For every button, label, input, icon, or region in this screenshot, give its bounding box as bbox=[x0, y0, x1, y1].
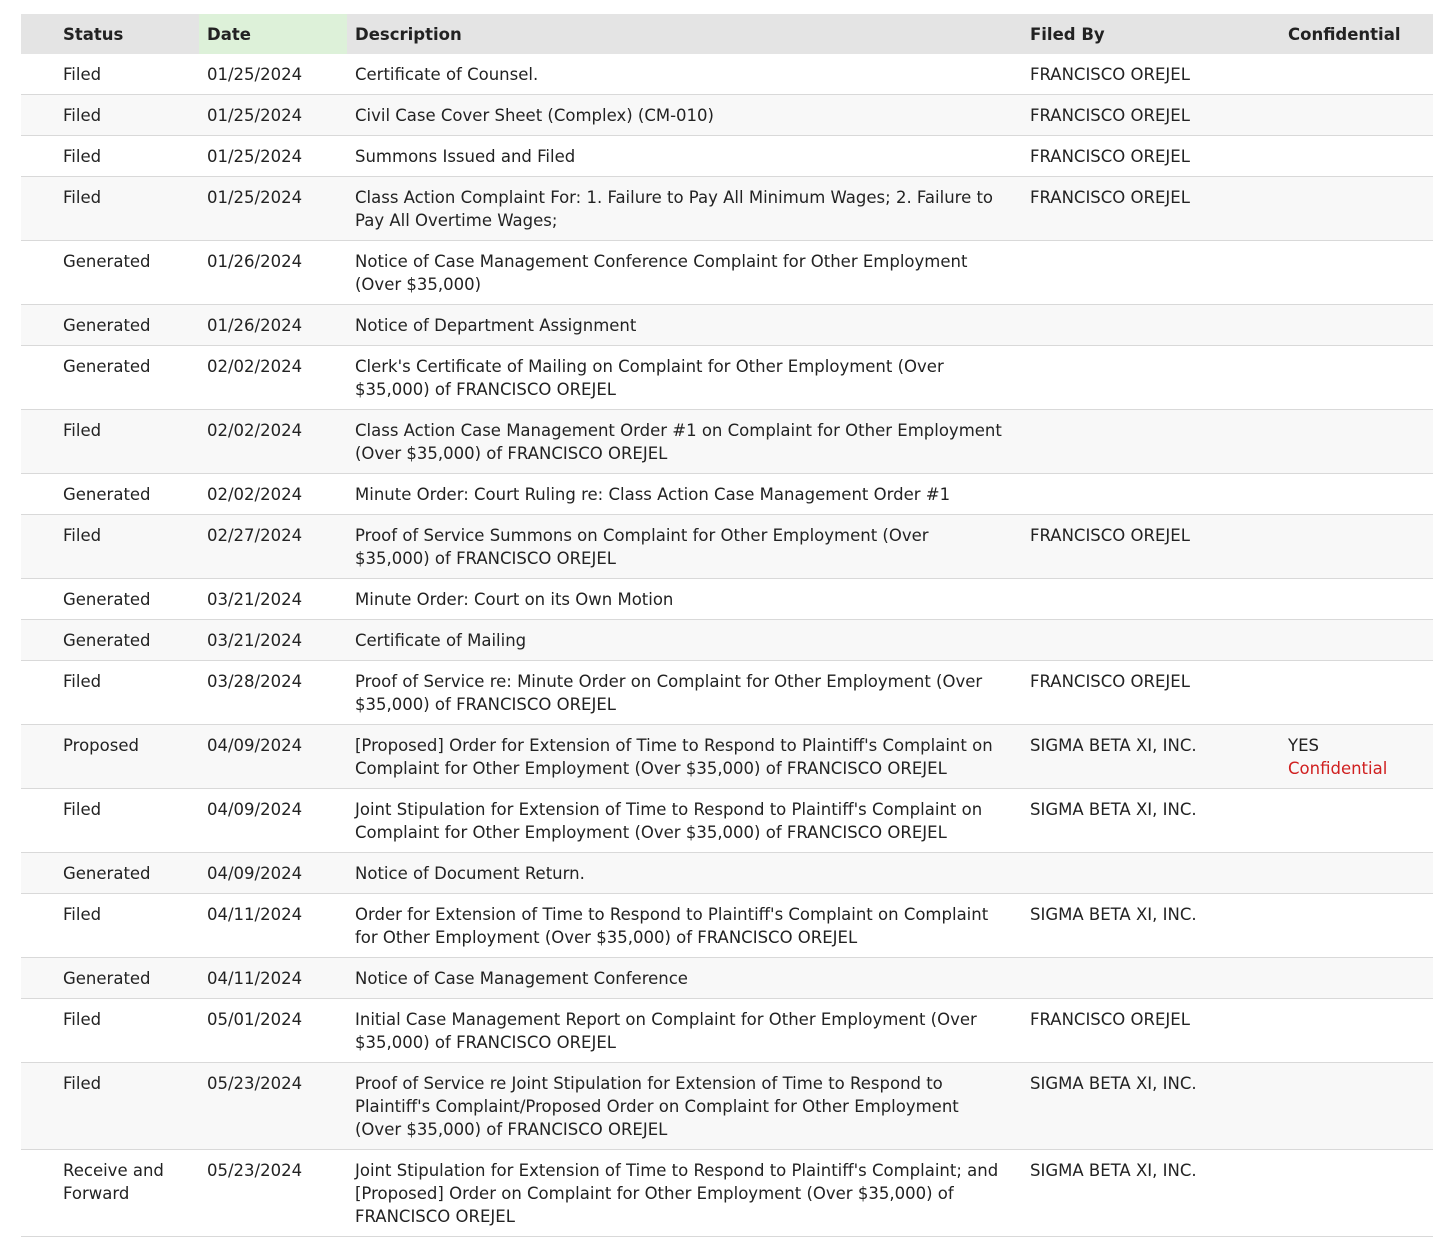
date-cell bbox=[199, 54, 347, 95]
date-cell-text: 01/25/2024 bbox=[207, 188, 303, 207]
table-row[interactable] bbox=[21, 515, 1433, 579]
filed-by-cell-text: FRANCISCO OREJEL bbox=[1030, 526, 1190, 545]
header-status-label: Status bbox=[63, 24, 124, 44]
date-cell-text: 01/25/2024 bbox=[207, 106, 303, 125]
header-spacer bbox=[21, 14, 55, 54]
filed-by-cell bbox=[1022, 661, 1280, 725]
description-cell[interactable] bbox=[347, 579, 1022, 620]
table-row[interactable] bbox=[21, 999, 1433, 1063]
status-cell bbox=[55, 54, 199, 95]
description-cell-text: Certificate of Counsel. bbox=[355, 65, 539, 84]
description-cell-text: Notice of Document Return. bbox=[355, 864, 585, 883]
filed-by-cell bbox=[1022, 346, 1280, 410]
header-description[interactable] bbox=[347, 14, 1022, 54]
status-cell-text: Generated bbox=[63, 357, 151, 376]
documents-table bbox=[21, 14, 1433, 1237]
status-cell bbox=[55, 661, 199, 725]
header-confidential[interactable] bbox=[1280, 14, 1433, 54]
date-cell-text: 02/27/2024 bbox=[207, 526, 303, 545]
header-date[interactable] bbox=[199, 14, 347, 54]
confidential-cell bbox=[1280, 474, 1433, 515]
filed-by-cell bbox=[1022, 177, 1280, 241]
date-cell-text: 02/02/2024 bbox=[207, 485, 303, 504]
row-spacer bbox=[21, 661, 55, 725]
filed-by-cell-text: SIGMA BETA XI, INC. bbox=[1030, 736, 1197, 755]
date-cell bbox=[199, 241, 347, 305]
row-spacer bbox=[21, 136, 55, 177]
row-spacer bbox=[21, 999, 55, 1063]
description-cell[interactable] bbox=[347, 999, 1022, 1063]
description-cell[interactable] bbox=[347, 515, 1022, 579]
date-cell bbox=[199, 853, 347, 894]
date-cell-text: 01/26/2024 bbox=[207, 316, 303, 335]
date-cell bbox=[199, 305, 347, 346]
description-cell[interactable] bbox=[347, 241, 1022, 305]
filed-by-cell bbox=[1022, 410, 1280, 474]
description-cell[interactable] bbox=[347, 894, 1022, 958]
filed-by-cell bbox=[1022, 136, 1280, 177]
status-cell bbox=[55, 474, 199, 515]
status-cell bbox=[55, 1150, 199, 1237]
description-cell-text: Minute Order: Court Ruling re: Class Action Case Management Order #1 bbox=[355, 485, 951, 504]
status-cell bbox=[55, 853, 199, 894]
row-spacer bbox=[21, 1063, 55, 1150]
confidential-cell bbox=[1280, 853, 1433, 894]
table-row[interactable] bbox=[21, 305, 1433, 346]
date-cell bbox=[199, 1150, 347, 1237]
description-cell-text: Joint Stipulation for Extension of Time to Respond to Plaintiff's Complaint on Complaint for Other Employment (Over $35,000) of FRANCISCO OREJEL bbox=[355, 800, 983, 842]
date-cell-text: 01/25/2024 bbox=[207, 147, 303, 166]
status-cell bbox=[55, 1063, 199, 1150]
row-spacer bbox=[21, 95, 55, 136]
row-spacer bbox=[21, 1150, 55, 1237]
date-cell-text: 02/02/2024 bbox=[207, 421, 303, 440]
documents-table-container bbox=[21, 14, 1433, 1237]
date-cell-text: 04/09/2024 bbox=[207, 736, 303, 755]
table-row[interactable] bbox=[21, 95, 1433, 136]
filed-by-cell-text: FRANCISCO OREJEL bbox=[1030, 672, 1190, 691]
header-filed-by-label: Filed By bbox=[1030, 24, 1105, 44]
filed-by-cell-text: SIGMA BETA XI, INC. bbox=[1030, 905, 1197, 924]
date-cell-text: 05/23/2024 bbox=[207, 1074, 303, 1093]
row-spacer bbox=[21, 894, 55, 958]
filed-by-cell-text: SIGMA BETA XI, INC. bbox=[1030, 800, 1197, 819]
filed-by-cell bbox=[1022, 958, 1280, 999]
date-cell bbox=[199, 410, 347, 474]
description-cell-text: Order for Extension of Time to Respond to Plaintiff's Complaint on Complaint for Other Employment (Over $35,000) of FRANCISCO OREJEL bbox=[355, 905, 989, 947]
confidential-note: Confidential bbox=[1288, 759, 1388, 778]
confidential-cell bbox=[1280, 999, 1433, 1063]
status-cell-text: Proposed bbox=[63, 736, 139, 755]
status-cell bbox=[55, 958, 199, 999]
status-cell bbox=[55, 177, 199, 241]
confidential-cell bbox=[1280, 661, 1433, 725]
confidential-cell bbox=[1280, 1063, 1433, 1150]
date-cell bbox=[199, 620, 347, 661]
status-cell bbox=[55, 620, 199, 661]
confidential-cell bbox=[1280, 241, 1433, 305]
row-spacer bbox=[21, 620, 55, 661]
row-spacer bbox=[21, 789, 55, 853]
date-cell-text: 04/09/2024 bbox=[207, 800, 303, 819]
row-spacer bbox=[21, 958, 55, 999]
status-cell-text: Filed bbox=[63, 672, 102, 691]
description-cell[interactable] bbox=[347, 661, 1022, 725]
date-cell-text: 05/01/2024 bbox=[207, 1010, 303, 1029]
date-cell bbox=[199, 661, 347, 725]
date-cell-text: 01/25/2024 bbox=[207, 65, 303, 84]
header-status[interactable] bbox=[55, 14, 199, 54]
description-cell-text: Joint Stipulation for Extension of Time to Respond to Plaintiff's Complaint; and [Proposed] Order on Complaint for Other Employment (Over $35,000) of FRANCISCO OREJEL bbox=[355, 1161, 999, 1226]
status-cell-text: Filed bbox=[63, 1010, 102, 1029]
filed-by-cell bbox=[1022, 54, 1280, 95]
table-row[interactable] bbox=[21, 579, 1433, 620]
status-cell-text: Generated bbox=[63, 590, 151, 609]
status-cell-text: Filed bbox=[63, 800, 102, 819]
confidential-cell bbox=[1280, 725, 1433, 789]
description-cell[interactable] bbox=[347, 789, 1022, 853]
description-cell[interactable] bbox=[347, 305, 1022, 346]
date-cell-text: 01/26/2024 bbox=[207, 252, 303, 271]
table-row[interactable] bbox=[21, 1150, 1433, 1237]
filed-by-cell-text: FRANCISCO OREJEL bbox=[1030, 106, 1190, 125]
status-cell-text: Generated bbox=[63, 485, 151, 504]
filed-by-cell-text: FRANCISCO OREJEL bbox=[1030, 147, 1190, 166]
table-row[interactable] bbox=[21, 54, 1433, 95]
row-spacer bbox=[21, 515, 55, 579]
table-row[interactable] bbox=[21, 136, 1433, 177]
row-spacer bbox=[21, 853, 55, 894]
confidential-cell bbox=[1280, 136, 1433, 177]
date-cell bbox=[199, 515, 347, 579]
status-cell-text: Generated bbox=[63, 864, 151, 883]
status-cell bbox=[55, 410, 199, 474]
description-cell-text: Certificate of Mailing bbox=[355, 631, 527, 650]
header-date-label: Date bbox=[207, 24, 251, 44]
table-row[interactable] bbox=[21, 661, 1433, 725]
confidential-cell bbox=[1280, 620, 1433, 661]
date-cell bbox=[199, 725, 347, 789]
filed-by-cell bbox=[1022, 894, 1280, 958]
status-cell-text: Filed bbox=[63, 526, 102, 545]
header-description-label: Description bbox=[355, 24, 462, 44]
status-cell bbox=[55, 515, 199, 579]
filed-by-cell-text: FRANCISCO OREJEL bbox=[1030, 188, 1190, 207]
status-cell-text: Filed bbox=[63, 905, 102, 924]
description-cell[interactable] bbox=[347, 853, 1022, 894]
confidential-cell bbox=[1280, 789, 1433, 853]
table-row[interactable] bbox=[21, 620, 1433, 661]
confidential-cell bbox=[1280, 346, 1433, 410]
description-cell[interactable] bbox=[347, 177, 1022, 241]
filed-by-cell bbox=[1022, 474, 1280, 515]
table-row[interactable] bbox=[21, 958, 1433, 999]
date-cell bbox=[199, 958, 347, 999]
status-cell-text: Filed bbox=[63, 421, 102, 440]
status-cell-text: Generated bbox=[63, 969, 151, 988]
confidential-cell bbox=[1280, 579, 1433, 620]
description-cell[interactable] bbox=[347, 54, 1022, 95]
date-cell-text: 03/28/2024 bbox=[207, 672, 303, 691]
confidential-cell bbox=[1280, 410, 1433, 474]
date-cell bbox=[199, 999, 347, 1063]
filed-by-cell-text: FRANCISCO OREJEL bbox=[1030, 1010, 1190, 1029]
status-cell bbox=[55, 346, 199, 410]
description-cell[interactable] bbox=[347, 725, 1022, 789]
description-cell[interactable] bbox=[347, 136, 1022, 177]
description-cell-text: Proof of Service Summons on Complaint for Other Employment (Over $35,000) of FRANCISCO OREJEL bbox=[355, 526, 929, 568]
status-cell bbox=[55, 579, 199, 620]
status-cell-text: Filed bbox=[63, 147, 102, 166]
status-cell-text: Filed bbox=[63, 106, 102, 125]
filed-by-cell bbox=[1022, 241, 1280, 305]
filed-by-cell bbox=[1022, 1063, 1280, 1150]
filed-by-cell bbox=[1022, 789, 1280, 853]
status-cell-text: Receive and Forward bbox=[63, 1161, 164, 1203]
status-cell-text: Generated bbox=[63, 252, 151, 271]
filed-by-cell bbox=[1022, 620, 1280, 661]
row-spacer bbox=[21, 241, 55, 305]
filed-by-cell bbox=[1022, 95, 1280, 136]
status-cell bbox=[55, 305, 199, 346]
confidential-cell bbox=[1280, 305, 1433, 346]
status-cell bbox=[55, 95, 199, 136]
confidential-cell bbox=[1280, 1150, 1433, 1237]
status-cell bbox=[55, 241, 199, 305]
description-cell-text: Minute Order: Court on its Own Motion bbox=[355, 590, 674, 609]
row-spacer bbox=[21, 474, 55, 515]
status-cell-text: Generated bbox=[63, 316, 151, 335]
status-cell bbox=[55, 894, 199, 958]
date-cell bbox=[199, 579, 347, 620]
confidential-flag: YES bbox=[1288, 736, 1319, 755]
description-cell-text: Clerk's Certificate of Mailing on Complaint for Other Employment (Over $35,000) of FRANCISCO OREJEL bbox=[355, 357, 944, 399]
date-cell-text: 03/21/2024 bbox=[207, 590, 303, 609]
status-cell bbox=[55, 136, 199, 177]
description-cell[interactable] bbox=[347, 474, 1022, 515]
row-spacer bbox=[21, 725, 55, 789]
filed-by-cell-text: FRANCISCO OREJEL bbox=[1030, 65, 1190, 84]
row-spacer bbox=[21, 177, 55, 241]
description-cell-text: Notice of Case Management Conference bbox=[355, 969, 688, 988]
date-cell bbox=[199, 177, 347, 241]
description-cell[interactable] bbox=[347, 1150, 1022, 1237]
confidential-cell bbox=[1280, 177, 1433, 241]
date-cell bbox=[199, 789, 347, 853]
table-row[interactable] bbox=[21, 789, 1433, 853]
header-filed-by[interactable] bbox=[1022, 14, 1280, 54]
row-spacer bbox=[21, 54, 55, 95]
description-cell-text: Proof of Service re: Minute Order on Complaint for Other Employment (Over $35,000) of FRANCISCO OREJEL bbox=[355, 672, 983, 714]
confidential-cell bbox=[1280, 894, 1433, 958]
status-cell-text: Filed bbox=[63, 65, 102, 84]
status-cell-text: Filed bbox=[63, 1074, 102, 1093]
description-cell[interactable] bbox=[347, 410, 1022, 474]
status-cell bbox=[55, 789, 199, 853]
filed-by-cell bbox=[1022, 1150, 1280, 1237]
description-cell-text: Initial Case Management Report on Complaint for Other Employment (Over $35,000) of FRANCISCO OREJEL bbox=[355, 1010, 977, 1052]
table-row[interactable] bbox=[21, 177, 1433, 241]
filed-by-cell bbox=[1022, 579, 1280, 620]
description-cell-text: Civil Case Cover Sheet (Complex) (CM-010) bbox=[355, 106, 714, 125]
date-cell bbox=[199, 1063, 347, 1150]
date-cell-text: 04/11/2024 bbox=[207, 905, 303, 924]
date-cell bbox=[199, 136, 347, 177]
date-cell-text: 04/09/2024 bbox=[207, 864, 303, 883]
description-cell-text: Notice of Case Management Conference Complaint for Other Employment (Over $35,000) bbox=[355, 252, 968, 294]
header-confidential-label: Confidential bbox=[1288, 24, 1401, 44]
filed-by-cell-text: SIGMA BETA XI, INC. bbox=[1030, 1161, 1197, 1180]
status-cell-text: Filed bbox=[63, 188, 102, 207]
description-cell[interactable] bbox=[347, 95, 1022, 136]
date-cell bbox=[199, 894, 347, 958]
filed-by-cell bbox=[1022, 725, 1280, 789]
description-cell-text: Proof of Service re Joint Stipulation for Extension of Time to Respond to Plaintiff's Complaint/Proposed Order on Complaint for Other Employment (Over $35,000) of FRANCISCO OREJEL bbox=[355, 1074, 959, 1139]
description-cell-text: Class Action Case Management Order #1 on Complaint for Other Employment (Over $35,000) of FRANCISCO OREJEL bbox=[355, 421, 1002, 463]
date-cell bbox=[199, 95, 347, 136]
confidential-cell bbox=[1280, 515, 1433, 579]
date-cell bbox=[199, 346, 347, 410]
table-row[interactable] bbox=[21, 1063, 1433, 1150]
confidential-cell bbox=[1280, 95, 1433, 136]
status-cell bbox=[55, 999, 199, 1063]
date-cell-text: 04/11/2024 bbox=[207, 969, 303, 988]
description-cell[interactable] bbox=[347, 1063, 1022, 1150]
table-row[interactable] bbox=[21, 894, 1433, 958]
date-cell-text: 02/02/2024 bbox=[207, 357, 303, 376]
description-cell-text: Class Action Complaint For: 1. Failure to Pay All Minimum Wages; 2. Failure to Pay All Overtime Wages; bbox=[355, 188, 994, 230]
table-row[interactable] bbox=[21, 346, 1433, 410]
row-spacer bbox=[21, 579, 55, 620]
description-cell-text: [Proposed] Order for Extension of Time to Respond to Plaintiff's Complaint on Complaint for Other Employment (Over $35,000) of FRANCISCO OREJEL bbox=[355, 736, 993, 778]
filed-by-cell bbox=[1022, 853, 1280, 894]
date-cell bbox=[199, 474, 347, 515]
table-row[interactable] bbox=[21, 410, 1433, 474]
row-spacer bbox=[21, 346, 55, 410]
filed-by-cell bbox=[1022, 305, 1280, 346]
date-cell-text: 05/23/2024 bbox=[207, 1161, 303, 1180]
date-cell-text: 03/21/2024 bbox=[207, 631, 303, 650]
description-cell[interactable] bbox=[347, 620, 1022, 661]
filed-by-cell-text: SIGMA BETA XI, INC. bbox=[1030, 1074, 1197, 1093]
table-header-row bbox=[21, 14, 1433, 54]
status-cell-text: Generated bbox=[63, 631, 151, 650]
table-body bbox=[21, 54, 1433, 1237]
row-spacer bbox=[21, 410, 55, 474]
row-spacer bbox=[21, 305, 55, 346]
description-cell[interactable] bbox=[347, 346, 1022, 410]
table-row[interactable] bbox=[21, 474, 1433, 515]
confidential-cell bbox=[1280, 54, 1433, 95]
filed-by-cell bbox=[1022, 515, 1280, 579]
table-row[interactable] bbox=[21, 725, 1433, 789]
status-cell bbox=[55, 725, 199, 789]
description-cell[interactable] bbox=[347, 958, 1022, 999]
description-cell-text: Summons Issued and Filed bbox=[355, 147, 576, 166]
table-row[interactable] bbox=[21, 853, 1433, 894]
filed-by-cell bbox=[1022, 999, 1280, 1063]
table-row[interactable] bbox=[21, 241, 1433, 305]
description-cell-text: Notice of Department Assignment bbox=[355, 316, 637, 335]
confidential-cell bbox=[1280, 958, 1433, 999]
